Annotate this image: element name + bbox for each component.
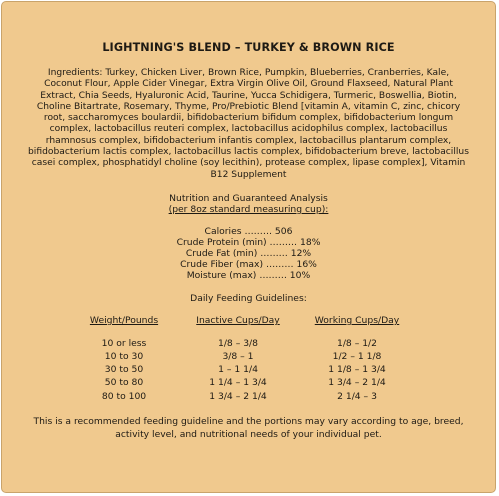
table-cell-weight: 50 to 80: [104, 377, 144, 388]
nutrition-row: Crude Fiber (max) ……… 16%: [180, 259, 317, 270]
product-title: LIGHTNING'S BLEND – TURKEY & BROWN RICE: [102, 41, 395, 54]
nutrition-subheading: (per 8oz standard measuring cup):: [168, 204, 329, 215]
ingredients-text: Ingredients: Turkey, Chicken Liver, Brown Rice, Pumpkin, Blueberries, Cranberries, Kale, Coconut Flour, Apple Cider Vinegar, Extra Virgin Olive Oil, Ground Flaxseed, Natural Plant Extract, Chia Seeds, Hyaluronic Acid, Taurine, Yucca Schidigera, Turmeric, Boswellia, Biotin, Choline Bitartrate, Rosemary, Thyme, Pro/Prebiotic Blend [vitamin A, vitamin C, zinc, chicory root, saccharomyces boulardii, bifidobacterium bifidum complex, bifidobacterium longum complex, lactobacillus reuteri complex, lactobacillus acidophilus complex, lactobacillus rhamnosus complex, bifidobacterium infantis complex, lactobacillus plantarum complex, bifidobacterium lactis complex, lactobacillus lactis complex, bifidobacterium breve, lactobacillus casei complex, phosphatidyl choline (soy lecithin), protease complex, lipase complex], Vitamin B12 Supplement: [28, 68, 469, 180]
column-header-working: Working Cups/Day: [314, 315, 400, 326]
nutrition-row: Crude Protein (min) ……… 18%: [176, 237, 321, 248]
nutrition-heading: Nutrition and Guaranteed Analysis: [169, 193, 328, 204]
table-cell-working: 1/8 – 1/2: [336, 338, 378, 349]
nutrition-row: Moisture (max) ……… 10%: [186, 270, 311, 281]
table-cell-weight: 30 to 50: [104, 364, 144, 375]
table-cell-weight: 10 or less: [101, 338, 147, 349]
table-cell-working: 1/2 – 1 1/8: [332, 351, 382, 362]
table-cell-inactive: 1 3/4 – 2 1/4: [209, 391, 267, 402]
table-cell-working: 1 3/4 – 2 1/4: [328, 377, 386, 388]
table-cell-weight: 80 to 100: [101, 391, 147, 402]
table-cell-inactive: 1 1/4 – 1 3/4: [209, 377, 267, 388]
table-cell-working: 2 1/4 – 3: [337, 391, 377, 402]
table-cell-working: 1 1/8 – 1 3/4: [328, 364, 386, 375]
nutrition-row: Calories ……… 506: [204, 226, 293, 237]
product-info-card: [1, 1, 496, 493]
feeding-disclaimer: This is a recommended feeding guideline and the portions may vary according to age, breed, activity level, and nutritional needs of your individual pet.: [33, 416, 464, 440]
table-cell-inactive: 1 – 1 1/4: [218, 364, 258, 375]
nutrition-row: Crude Fat (min) ……… 12%: [185, 248, 312, 259]
table-cell-inactive: 1/8 – 3/8: [217, 338, 259, 349]
table-cell-weight: 10 to 30: [104, 351, 144, 362]
feeding-heading: Daily Feeding Guidelines:: [190, 293, 307, 304]
table-cell-inactive: 3/8 – 1: [222, 351, 254, 362]
column-header-inactive: Inactive Cups/Day: [196, 315, 280, 326]
column-header-weight: Weight/Pounds: [89, 315, 159, 326]
